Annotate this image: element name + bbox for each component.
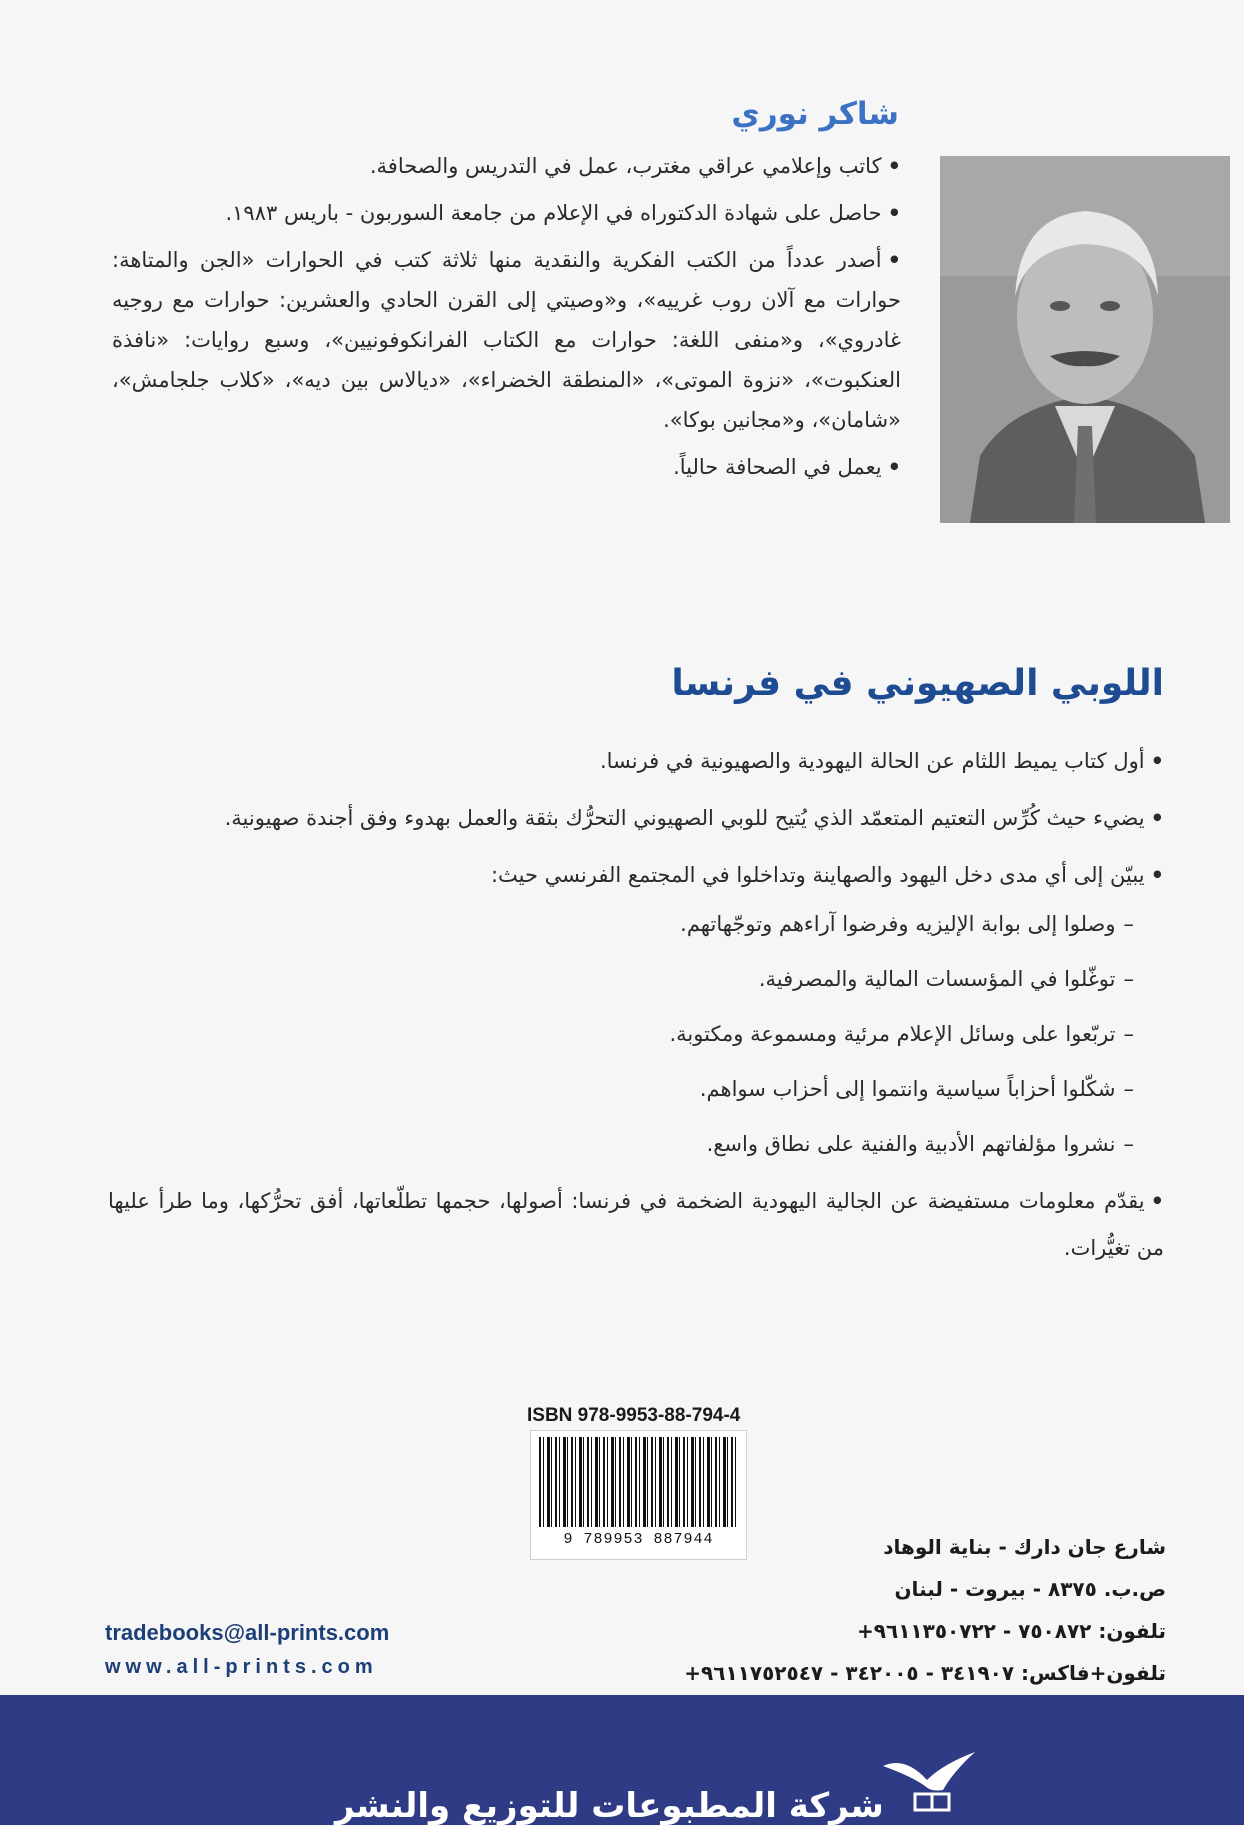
publisher-web-contact: [105, 1616, 389, 1684]
bullet-icon: •: [887, 201, 901, 225]
author-bio-list: [112, 146, 901, 494]
book-subpoint: –تربّعوا على وسائل الإعلام مرئية ومسموعة ومكتوبة.: [669, 1022, 1134, 1046]
address-line: شارع جان دارك - بناية الوهاد: [883, 1535, 1166, 1559]
bullet-icon: •: [887, 154, 901, 178]
bullet-icon: •: [887, 455, 901, 479]
book-title: اللوبي الصهيوني في فرنسا: [671, 663, 1164, 704]
bullet-icon: •: [1150, 863, 1164, 887]
bio-item: •كاتب وإعلامي عراقي مغترب، عمل في التدريس والصحافة.: [369, 154, 901, 178]
barcode-bars: [539, 1437, 738, 1527]
bird-on-book-icon: [875, 1746, 985, 1816]
book-subpoints-list: [108, 901, 1164, 1168]
dash-icon: –: [1123, 967, 1134, 991]
bio-item: •أصدر عدداً من الكتب الفكرية والنقدية منها ثلاثة كتب في الحوارات «الجن والمتاهة: حوارات مع آلان روب غرييه»، و«وصيتي إلى القرن الحادي والعشرين: حوارات مع روجيه غادروي»، و«منفى اللغة: حوارات مع الكتاب الفرانكوفونيين»، وسبع روايات: «نافذة العنكبوت»، «نزوة الموتى»، «المنطقة الخضراء»، «ديالاس بين ديه»، «كلاب جلجامش»، «شامان»، و«مجانين بوكا».: [112, 248, 901, 432]
phone-fax-line: تلفون+فاكس: ٣٤١٩٠٧ - ٣٤٢٠٠٥ - ٩٦١١٧٥٢٥٤٧+: [684, 1661, 1166, 1685]
author-portrait-image: [940, 156, 1230, 523]
address-line: ص.ب. ٨٣٧٥ - بيروت - لبنان: [894, 1577, 1166, 1601]
dash-icon: –: [1123, 1077, 1134, 1101]
bullet-icon: •: [1150, 1189, 1164, 1213]
bullet-icon: •: [887, 248, 901, 272]
dash-icon: –: [1123, 912, 1134, 936]
phone-line: تلفون: ٧٥٠٨٧٢ - ٩٦١١٣٥٠٧٢٢+: [857, 1619, 1166, 1643]
author-photo: [940, 156, 1230, 523]
barcode-digits: 9 789953 887944: [563, 1531, 714, 1548]
book-point: •يبيّن إلى أي مدى دخل اليهود والصهاينة وتداخلوا في المجتمع الفرنسي حيث: –وصلوا إلى بوابة الإليزيه وفرضوا آراءهم وتوجّهاتهم. –توغّلوا في المؤسسات المالية والمصرفية. –تربّعوا على وسائل الإعلام مرئية ومسموعة ومكتوبة. –شكّلوا أحزاباً سياسية وانتموا إلى أحزاب سواهم. –نشروا مؤلفاتهم الأدبية والفنية على نطاق واسع.: [108, 852, 1164, 1168]
bullet-icon: •: [1150, 806, 1164, 830]
book-subpoint: –شكّلوا أحزاباً سياسية وانتموا إلى أحزاب سواهم.: [699, 1077, 1134, 1101]
dash-icon: –: [1123, 1132, 1134, 1156]
publisher-email: tradebooks@all-prints.com: [105, 1620, 390, 1645]
book-subpoint: –نشروا مؤلفاتهم الأدبية والفنية على نطاق واسع.: [706, 1132, 1134, 1156]
dash-icon: –: [1123, 1022, 1134, 1046]
author-name: شاكر نوري: [731, 96, 899, 132]
book-point: •يقدّم معلومات مستفيضة عن الجالية اليهودية الضخمة في فرنسا: أصولها، حجمها تطلّعاتها، أفق تحرُّكها، وما طرأ عليها من تغيُّرات.: [108, 1189, 1164, 1260]
book-subpoint: –وصلوا إلى بوابة الإليزيه وفرضوا آراءهم وتوجّهاتهم.: [680, 912, 1134, 936]
publisher-name: شركة المطبوعات للتوزيع والنشر: [335, 1786, 884, 1826]
book-points-list: [108, 738, 1164, 1282]
bio-item: •حاصل على شهادة الدكتوراه في الإعلام من جامعة السوربون - باريس ١٩٨٣.: [225, 201, 901, 225]
book-point: •يضيء حيث كُرِّس التعتيم المتعمّد الذي يُتيح للوبي الصهيوني التحرُّك بثقة والعمل بهدوء وفق أجندة صهيونية.: [224, 806, 1164, 830]
book-point: •أول كتاب يميط اللثام عن الحالة اليهودية والصهيونية في فرنسا.: [599, 749, 1164, 773]
bio-item: •يعمل في الصحافة حالياً.: [673, 455, 901, 479]
isbn-label: ISBN 978-9953-88-794-4: [527, 1405, 741, 1426]
publisher-address: [684, 1526, 1166, 1694]
bullet-icon: •: [1150, 749, 1164, 773]
book-subpoint: –توغّلوا في المؤسسات المالية والمصرفية.: [758, 967, 1134, 991]
publisher-website: www.all-prints.com: [105, 1656, 378, 1678]
